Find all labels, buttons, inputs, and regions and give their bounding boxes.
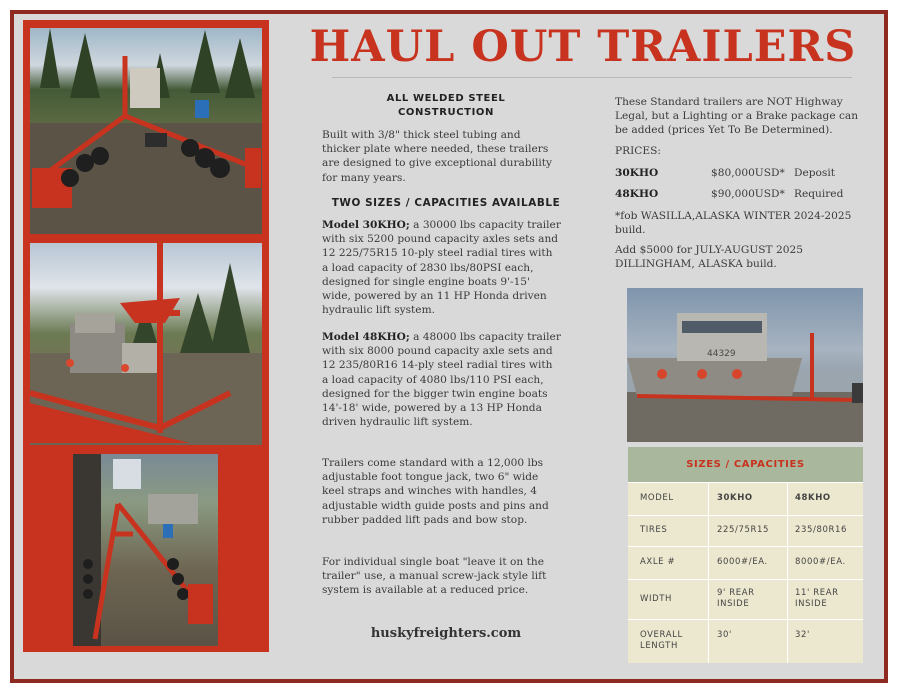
summer-build-note: Add $5000 for JULY-AUGUST 2025 DILLINGHAM, ALASKA build. bbox=[615, 244, 803, 271]
table-divider bbox=[628, 482, 863, 483]
price-note: Required bbox=[794, 188, 844, 200]
price-note: Deposit bbox=[794, 167, 836, 179]
table-divider bbox=[787, 482, 788, 663]
table-cell-48kho: 8000#/EA. bbox=[795, 557, 846, 567]
model-30kho-paragraph bbox=[322, 218, 562, 317]
single-boat-paragraph: For individual single boat "leave it on the trailer" use, a manual screw-jack style lift system is available at a reduced price. bbox=[322, 556, 547, 597]
hull-number: 44329 bbox=[707, 349, 736, 359]
website-link[interactable]: huskyfreighters.com bbox=[370, 626, 522, 641]
construction-heading bbox=[322, 92, 570, 120]
table-cell-30kho: 30KHO bbox=[717, 493, 753, 503]
table-cell-48kho: 235/80R16 bbox=[795, 525, 848, 535]
trailer-photo-top bbox=[30, 28, 262, 234]
table-row-label: MODEL bbox=[640, 493, 674, 503]
prices-label: PRICES: bbox=[615, 145, 661, 157]
boat-on-trailer-photo bbox=[627, 288, 863, 442]
construction-heading-line1: ALL WELDED STEEL bbox=[386, 93, 506, 104]
table-cell-48kho: 32' bbox=[795, 630, 810, 640]
table-title: SIZES / CAPACITIES bbox=[628, 447, 863, 482]
construction-paragraph: Built with 3/8" thick steel tubing and thicker plate where needed, these trailers are designed to give exceptional durability for many years. bbox=[322, 129, 553, 184]
table-divider bbox=[708, 482, 709, 663]
sizes-heading: TWO SIZES / CAPACITIES AVAILABLE bbox=[331, 197, 561, 209]
table-divider bbox=[628, 579, 863, 580]
table-divider bbox=[628, 515, 863, 516]
trailer-photo-middle bbox=[30, 243, 262, 445]
table-divider bbox=[628, 619, 863, 620]
table-cell-48kho: 11' REAR INSIDE bbox=[795, 588, 839, 609]
price-amount: $90,000USD* bbox=[711, 188, 785, 200]
price-amount: $80,000USD* bbox=[711, 167, 785, 179]
model-30kho-label: Model 30KHO; bbox=[322, 219, 410, 231]
table-cell-30kho: 30' bbox=[717, 630, 732, 640]
table-cell-48kho: 48KHO bbox=[795, 493, 831, 503]
title-divider bbox=[332, 77, 852, 78]
standard-equipment-paragraph: Trailers come standard with a 12,000 lbs adjustable foot tongue jack, two 6" wide keel straps and winches with handles, 4 adjustable width guide posts and pins and rubber padded lift pads and bow stop. bbox=[322, 457, 549, 526]
price-model: 30KHO bbox=[615, 167, 659, 179]
model-48kho-text: a 48000 lbs capacity trailer with six 8000 pound capacity axle sets and 12 235/80R16 14-ply steel radial tires with a load capacity of 4080 lbs/110 PSI each, designed for the bigger twin engine boats 14'-18' wide, powered by a 13 HP Honda driven hydraulic lift system. bbox=[322, 331, 561, 429]
price-model: 48KHO bbox=[615, 188, 659, 200]
page-title: HAUL OUT TRAILERS bbox=[309, 22, 857, 72]
sizes-capacities-table bbox=[628, 447, 863, 663]
highway-legal-note: These Standard trailers are NOT Highway Legal, but a Lighting or a Brake package can be added (prices Yet To Be Determined). bbox=[615, 96, 859, 137]
model-48kho-label: Model 48KHO; bbox=[322, 331, 410, 343]
model-30kho-text: a 30000 lbs capacity trailer with six 5200 pound capacity axles sets and 12 225/75R15 10-ply steel radial tires with a load capacity of 2830 lbs/80PSI each, designed for single engine boats 9'-15' wide, powered by an 11 HP Honda driven hydraulic lift system. bbox=[322, 219, 561, 317]
construction-heading-line2: CONSTRUCTION bbox=[397, 107, 494, 119]
table-cell-30kho: 6000#/EA. bbox=[717, 557, 768, 567]
table-cell-30kho: 225/75R15 bbox=[717, 525, 770, 535]
table-row-label: TIRES bbox=[640, 525, 668, 535]
table-cell-30kho: 9' REAR INSIDE bbox=[717, 588, 755, 609]
table-row-label: WIDTH bbox=[640, 594, 673, 604]
photo-column bbox=[23, 20, 269, 652]
table-row-label: AXLE # bbox=[640, 557, 676, 567]
table-divider bbox=[628, 546, 863, 547]
table-row-label: OVERALL LENGTH bbox=[640, 630, 683, 651]
fob-note: *fob WASILLA,ALASKA WINTER 2024-2025 build. bbox=[615, 210, 852, 237]
model-48kho-paragraph bbox=[322, 330, 562, 429]
trailer-photo-bottom bbox=[73, 454, 218, 646]
